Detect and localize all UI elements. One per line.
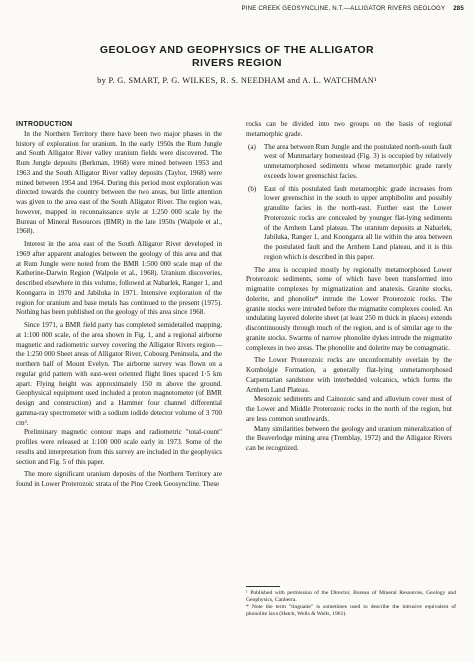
- right-column: [246, 120, 452, 454]
- intro-paragraph: Interest in the area east of the South Alligator River developed in 1969 after apparent analogies between the geology of this area and that at Rum Jungle were noted from the BMR 1:500 000 scale map of the Katherine-Darwin Region (Walpole et al., 1968). Uranium discoveries, described elsewhere in this volume, followed at Nabarlek, Ranger 1, and Koongarra in 1970 and Jabiluka in 1971. Intensive exploration of the region for uranium and base metals has continued to the present (1975). Nothing has been published on the geology of this area since 1968.: [16, 240, 222, 317]
- left-column: [16, 120, 222, 490]
- intro-paragraph: In the Northern Territory there have been two major phases in the history of exploration for uranium. In the early 1950s the Rum Jungle and South Alligator River valley uranium fields were discovered. The Rum Jungle deposits (Berkman, 1968) were mined between 1953 and 1963 and the South Alligator River valley deposits (Taylor, 1968) were mined between 1954 and 1964. During this period most exploration was directed towards the country between the two areas, but little attention was given to the area east of the South Alligator River. The region was, however, mapped in reconnaissance style at 1:250 000 scale by the Bureau of Mineral Resources (BMR) in the late 1950s (Walpole et al., 1968).: [16, 129, 222, 236]
- title-line-2: RIVERS REGION: [192, 57, 282, 69]
- list-item-text: The area between Rum Jungle and the postulated north-south fault west of Munmarlary homestead (Fig. 3) is occupied by relatively unmetamorphosed sediments whose metamorphic grade rarely exceeds lower greenschist facies.: [264, 142, 452, 180]
- footnotes: [246, 590, 456, 618]
- author-line: by P. G. SMART, P. G. WILKES, R. S. NEEDHAM and A. L. WATCHMAN¹: [97, 76, 377, 85]
- list-item-label: (b): [248, 184, 257, 193]
- list-item-text: East of this postulated fault metamorphic grade increases from lower greenschist in the south to upper amphibolite and possibly granulite facies in the north-east. Further east the Lower Proterozoic rocks are concealed by younger flat-lying sediments of the Arnhem Land plateau. The uranium deposits at Nabarlek, Jabiluka, Ranger 1, and Koongarra all lie within the area between the postulated fault and the Arnhem Land plateau, and it is this region which is described in this paper.: [264, 184, 452, 261]
- paper-title: [20, 44, 454, 70]
- intro-paragraph: Since 1971, a BMR field party has completed semidetailed mapping, at 1:100 000 scale, of the area shown in Fig. 1, and a regional airborne magnetic and radiometric survey covering the Alligator Rivers region—the 1:250 000 Sheet areas of Alligator River, Cobourg Peninsula, and the northern half of Mount Evelyn. The airborne survey was flown on a regular grid pattern with east-west oriented flight lines spaced 1·5 km apart. Flying height was approximately 150 m above the ground. Geophysical equipment used included a proton magnetometer (of BMR design and construction) and a Hammer four channel differential gamma-ray spectrometer with a sodium iodide detector volume of 3 700 cm³.: [16, 321, 222, 427]
- intro-paragraph: The more significant uranium deposits of the Northern Territory are found in Lower Proterozoic strata of the Pine Creek Geosyncline. These: [16, 470, 222, 488]
- continued-paragraph: rocks can be divided into two groups on the basis of regional metamorphic grade.: [246, 120, 452, 138]
- running-head: [200, 5, 464, 17]
- list-item: [246, 185, 452, 263]
- list-item: [246, 143, 452, 182]
- list-item-label: (a): [248, 142, 256, 151]
- page-number: 285: [453, 5, 464, 12]
- running-head-text: PINE CREEK GEOSYNCLINE, N.T.—ALLIGATOR RIVERS GEOLOGY: [241, 5, 446, 12]
- title-line-1: GEOLOGY AND GEOPHYSICS OF THE ALLIGATOR: [99, 44, 375, 56]
- body-paragraph: The area is occupied mostly by regionally metamorphosed Lower Proterozoic sediments, some of which have been transformed into migmatite complexes by migmatization and anatexis. Granite stocks, dolerite, and phonolite* intrude the Lower Proterozoic rocks. The granite stocks were intruded before the migmatite complexes cooled. An undulating layered dolerite sheet (at least 250 m thick in places) extends discontinuously through much of the region, and is of similar age to the granite stocks. Swarms of narrow phonolite dykes intrude the migmatite complexes in two areas. The phonolite and dolerite may be comagmatic.: [246, 265, 452, 352]
- body-paragraph: Mesozoic sediments and Cainozoic sand and alluvium cover most of the Lower and Middle Proterozoic rocks in the north of the region, but are less common southwards.: [246, 395, 452, 423]
- footnote: ¹ Published with permission of the Director, Bureau of Mineral Resources, Geology and Geophysics, Canberra.: [246, 590, 456, 603]
- intro-paragraph: Preliminary magnetic contour maps and radiometric "total-count" profiles were released at 1:100 000 scale early in 1973. Some of the results and interpretation from this survey are included in the geophysics section and Fig. 5 of this paper.: [16, 428, 222, 466]
- section-heading-introduction: INTRODUCTION: [16, 121, 73, 128]
- body-paragraph: The Lower Proterozoic rocks are unconformably overlain by the Kombolgie Formation, a generally flat-lying unmetamorphosed Carpentarian sandstone with interbedded volcanics, which forms the Arnhem Land Plateau.: [246, 356, 452, 394]
- body-paragraph: Many similarities between the geology and uranium mineralization of the Beaverlodge mining area (Tremblay, 1972) and the Alligator Rivers can be recognized.: [246, 424, 452, 452]
- footnote-divider: [246, 586, 280, 587]
- footnote: * Note the term "tinguaite" is sometimes used to describe the intrusive equivalent of phonolite lava (Hatch, Wells & Wells, 1961).: [246, 604, 456, 617]
